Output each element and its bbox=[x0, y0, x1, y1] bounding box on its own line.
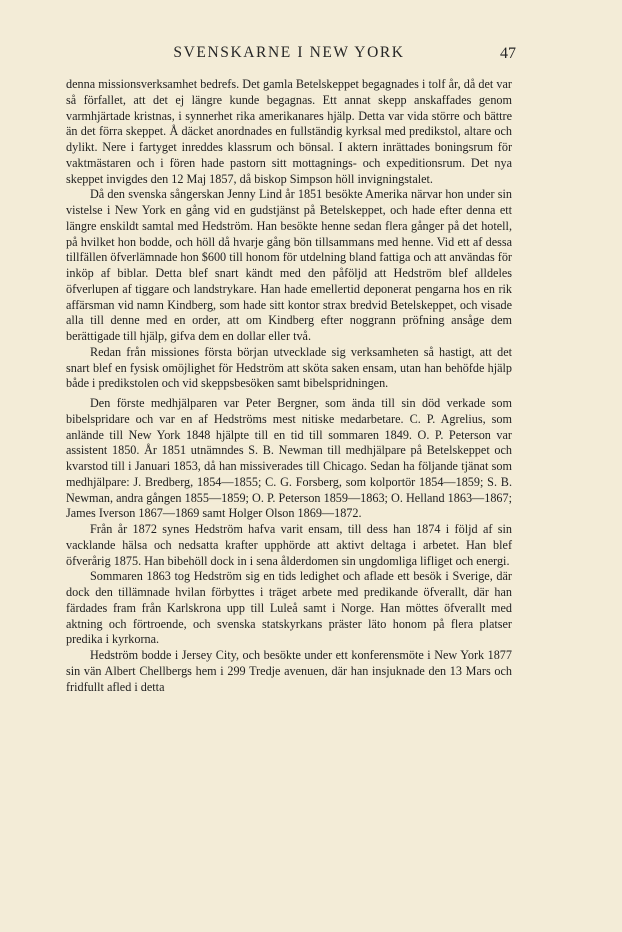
body-text bbox=[66, 77, 512, 695]
running-title: SVENSKARNE I NEW YORK bbox=[173, 44, 405, 61]
paragraph-1: denna missionsverksamhet bedrefs. Det gamla Betelskeppet begagnades i tolf år, då det var så förfallet, att det ej längre kunde begagnas. Ett annat skepp anskaffades genom varmhjärtade kristnas, i synnerhet rika amerikanares hjälp. Detta var vida större och bättre än det förra skeppet. Å däcket anordnades en fullständig kyrksal med predikstol, altare och dylikt. Nere i fartyget inreddes klassrum och bönsal. I aktern inrättades boningsrum för vaktmästaren och i fören hade pastorn sitt mottagnings- och expeditionsrum. Det nya skeppet invigdes den 12 Maj 1857, då biskop Simpson höll invigningstalet. bbox=[66, 77, 512, 186]
paragraph-3: Redan från missiones första början utvecklade sig verksamheten så hastigt, att det snart blef en fysisk omöjlighet för Hedström att sköta saken ensam, utan han behöfde hjälp både i predikstolen och vid skeppsbesöken samt bibelspridningen. bbox=[66, 344, 512, 391]
paragraph-2: Då den svenska sångerskan Jenny Lind år 1851 besökte Amerika närvar hon under sin vistelse i New York en gång vid en gudstjänst på Betelskeppet, och hade efter denna ett längre enskildt samtal med Hedström. Han besökte henne sedan flera gånger på det hotell, på hvilket hon bodde, och höll då hvarje gång bön tillsammans med henne. Vid ett af dessa tillfällen öfverlämnade hon $600 till honom för utdelning bland fattiga och att användas för inköp af biblar. Detta blef snart kändt med den påföljd att Hedström blef alldeles öfverlupen af tiggare och landstrykare. Han hade emellertid deponerat pengarna hos en rik affärsman vid namn Kindberg, som hade sitt kontor strax bredvid Betelskeppet, och visade alla till denne med en order, att om Kindberg efter noggrann pröfning ansåge dem berättigade till hjälp, gifva dem en dollar eller två. bbox=[66, 187, 512, 343]
page-number: 47 bbox=[500, 45, 516, 62]
paragraph-6: Sommaren 1863 tog Hedström sig en tids ledighet och aflade ett besök i Sverige, där dock den tillämnade hvilan förbyttes i träget arbete med predikande öfverallt, där han färdades fram från Karlskrona upp till Luleå samt i Norge. Han möttes öfverallt med aktning och förtroende, och svenska statskyrkans präster läto honom på flera platser predika i kyrkorna. bbox=[66, 569, 512, 647]
paragraph-7: Hedström bodde i Jersey City, och besökte under ett konferensmöte i New York 1877 sin vän Albert Chellbergs hem i 299 Tredje avenuen, där han insjuknade den 13 Mars och fridfullt afled i detta bbox=[66, 648, 512, 694]
paragraph-4: Den förste medhjälparen var Peter Bergner, som ända till sin död verkade som bibelspridare och var en af Hedströms mest nitiske medarbetare. C. P. Agrelius, som anlände till New York 1848 hjälpte till en tid till sommaren 1849. O. P. Peterson var assistent 1850. År 1851 utnämndes S. B. Newman till medhjälpare på Betelskeppet och kvarstod till i Januari 1853, då han missiverades till Chicago. Sedan ha följande tjänat som medhjälpare: J. Bredberg, 1854—1855; C. G. Forsberg, som kolportör 1854—1859; S. B. Newman, andra gången 1855—1859; O. P. Peterson 1859—1863; O. Helland 1863—1867; James Iverson 1867—1869 samt Holger Olson 1869—1872. bbox=[66, 396, 512, 521]
paragraph-5: Från år 1872 synes Hedström hafva varit ensam, till dess han 1874 i följd af sin vacklande hälsa och nedsatta krafter upphörde att aktivt deltaga i arbetet. Han blef öfverårig 1875. Han bibehöll dock in i sena ålderdomen sin ungdomliga lifliget och energi. bbox=[66, 522, 512, 568]
